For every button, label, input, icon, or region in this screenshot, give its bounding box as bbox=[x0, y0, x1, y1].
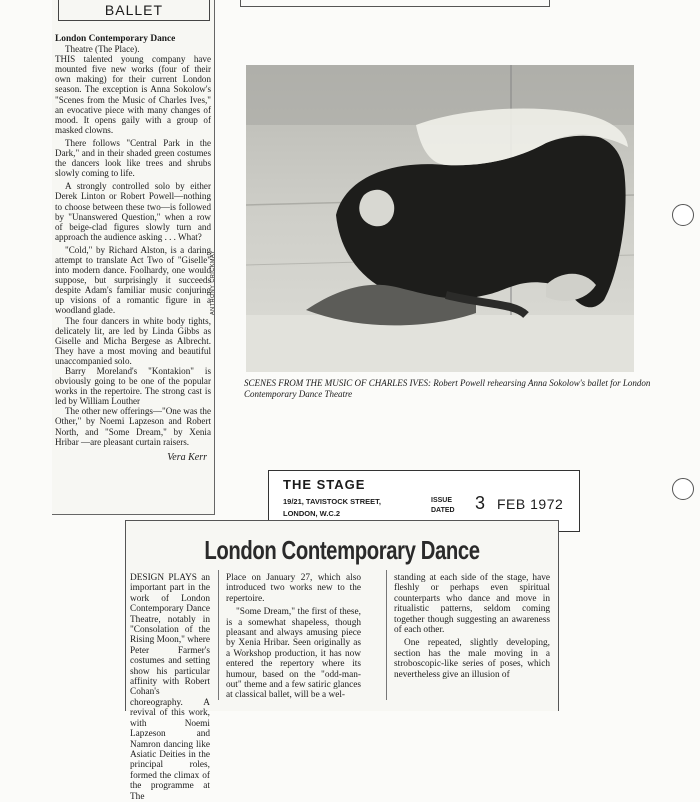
caption-lead: SCENES FROM THE MUSIC OF CHARLES IVES: bbox=[244, 378, 431, 388]
article2-col1-text: DESIGN PLAYS an important part in the work of London Contemporary Dance Theatre, notably in "Consolation of the Rising Moon," where Peter Farmer's costumes and setting show his particular affinity with Robert Cohan's choreography. A revival of this work, with Noemi Lapzeson and Namron dancing like Asiatic Deities in the principal roles, formed the climax of the programme at The bbox=[130, 573, 210, 802]
photo-caption bbox=[244, 378, 654, 400]
ballet-para-6: Barry Moreland's "Kontakion" is obviously going to be one of the popular works in the repertoire. The strong cast is led by William Louther bbox=[55, 366, 211, 407]
article2-col-2 bbox=[226, 573, 361, 701]
stamp-address-2: LONDON, W.C.2 bbox=[283, 509, 341, 518]
stamp-dated-label: DATED bbox=[431, 507, 455, 514]
column-rule-2 bbox=[386, 570, 387, 700]
ballet-header: BALLET bbox=[104, 2, 164, 18]
article2-headline: London Contemporary Dance bbox=[204, 535, 480, 565]
article2-col-1 bbox=[130, 573, 210, 802]
top-clipping-edge bbox=[240, 0, 550, 7]
stamp-address-1: 19/21, TAVISTOCK STREET, bbox=[283, 497, 381, 506]
venue-line: Theatre (The Place). bbox=[65, 44, 140, 55]
byline: Vera Kerr bbox=[167, 451, 207, 463]
stamp-day: 3 bbox=[475, 493, 486, 513]
ballet-clipping bbox=[52, 0, 215, 515]
binder-hole-bottom bbox=[672, 478, 694, 500]
dancer-photo-image bbox=[246, 65, 634, 372]
ballet-text bbox=[55, 34, 211, 463]
ballet-para-1: THIS talented young company have mounted five new works (four of their own making) for their current London season. The exception is Anna Sokolow's "Scenes from the Music of Charles Ives," an evocative piece with many changes of mood. It opens gaily with a group of masked clowns. bbox=[55, 54, 211, 135]
stamp-date: FEB 1972 bbox=[497, 496, 564, 512]
stamp-title: THE STAGE bbox=[283, 477, 366, 492]
column-rule-1 bbox=[218, 570, 219, 700]
photo bbox=[210, 65, 634, 372]
photo-credit: ANTHONY CRICKMAY bbox=[210, 250, 216, 315]
ballet-para-3: A strongly controlled solo by either Derek Linton or Robert Powell—nothing to choose between these two—is followed by "Unanswered Question," when a row of beige-clad figures slowly turn and approach the audience asking . . . What? bbox=[55, 181, 211, 242]
article2-col2-text-a: Place on January 27, which also introduced two works new to the repertoire. bbox=[226, 573, 361, 604]
article2-col-3 bbox=[394, 573, 550, 680]
company-line: London Contemporary Dance bbox=[55, 34, 176, 44]
article2-col2-text-b: "Some Dream," the first of these, is a somewhat shapeless, though pleasant and always amusing piece by Xenia Hribar. Seen originally as a Workshop production, it has now entered the repertory where its humour, based on the "odd-man-out" theme and a few satiric glances at classical ballet, will be a wel- bbox=[226, 607, 361, 701]
article2-col3-text-a: standing at each side of the stage, have fleshly or perhaps even spiritual counterparts who dance and move in ritualistic patterns, seldom coming together though suggesting an awareness of each other. bbox=[394, 573, 550, 636]
ballet-para-5: The four dancers in white body tights, delicately lit, are led by Linda Gibbs as Giselle and Micha Bergese as Albrecht. They have a most moving and beautiful unaccompanied solo. bbox=[55, 315, 211, 366]
binder-hole-top bbox=[672, 204, 694, 226]
stamp-issue-label: ISSUE bbox=[431, 497, 453, 504]
ballet-para-4: "Cold," by Richard Alston, is a daring attempt to translate Act Two of "Giselle" into modern dance. Foolhardy, one would suppose, but surprisingly it succeeds despite Adam's familiar music conjuring up visions of a romantic figure in a woodland glade. bbox=[55, 244, 211, 316]
caption-rest: Robert Powell rehearsing Anna Sokolow's ballet for London Contemporary Dance Theatre bbox=[244, 378, 651, 399]
ballet-header-box bbox=[58, 0, 210, 21]
ballet-para-2: There follows "Central Park in the Dark," and in their shaded green costumes the dancers look like trees and shrubs slowly coming to life. bbox=[55, 137, 211, 179]
article2-col3-text-b: One repeated, slightly developing, section has the male moving in a stroboscopic-like series of poses, which nevertheless give an illusion of bbox=[394, 638, 550, 680]
ballet-para-7: The other new offerings—"One was the Other," by Noemi Lapzeson and Robert North, and "Some Dream," by Xenia Hribar —are pleasant curtain raisers. bbox=[55, 406, 211, 447]
